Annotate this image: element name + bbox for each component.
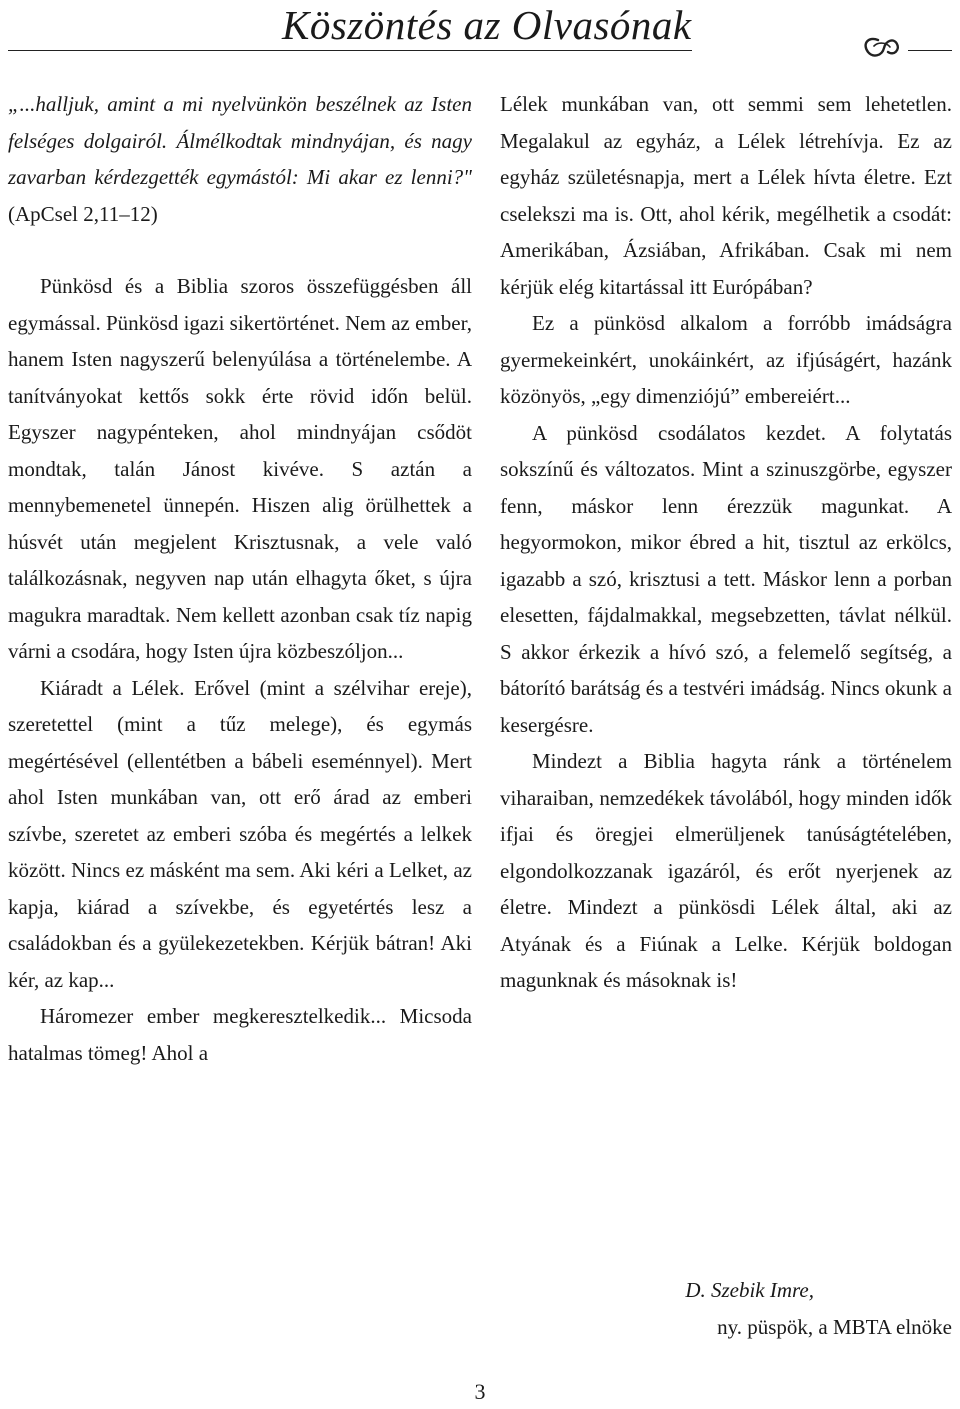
paragraph: Kiáradt a Lélek. Erővel (mint a szélvihar ereje), szeretettel (mint a tűz melege), és egymás megértésével (ellentétben a bábeli eseménnyel). Mert ahol Isten munkában van, ott erő árad az emberi szívbe, szeretet az emberi szóba és megértés a lelkek között. Nincs ez másként ma sem. Aki kéri a Lelket, az kapja, kiárad a szívekbe, és egyetértés lesz a családokban és a gyülekezetekben. Kérjük bátran! Aki kér, az kap... [8,675,472,992]
signature-block [500,1272,952,1345]
page-header [0,0,960,60]
paragraph: Ez a pünkösd alkalom a forróbb imádságra gyermekeinkért, unokáinkért, az ifjúságért, hazánk közönyös, „egy dimenziójú” embereiért... [500,311,952,408]
quote-text: „...halljuk, amint a mi nyelvünkön beszélnek az Isten felséges dolgairól. Álmélkodtak mindnyájan, és nagy zavarban kérdezgették egymástól: Mi akar ez lenni?" [8,92,472,189]
left-column [8,86,472,1071]
page-number: 3 [474,1379,486,1404]
paragraph: A pünkösd csodálatos kezdet. A folytatás sokszínű és változatos. Mint a szinuszgörbe, egyszer fenn, máskor lenn érezzük magunkat. A hegyormokon, mikor ébred a hit, tisztul az erkölcs, igazabb a szó, krisztusi a tett. Máskor lenn a porban elesetten, fájdalmakkal, megsebzetten, távlat nélkül. S akkor érkezik a hívó szó, a felemelő segítség, a bátorító barátság és a testvéri imádság. Nincs okunk a kesergésre. [500,420,952,737]
header-rule-left [8,50,692,51]
quote-reference: (ApCsel 2,11–12) [8,201,158,226]
paragraph: Háromezer ember megkeresztelkedik... Micsoda hatalmas tömeg! Ahol a [8,1004,472,1065]
scripture-quote [8,86,472,232]
page-title: Köszöntés az Olvasónak [282,2,692,48]
signature-name: D. Szebik Imre, [685,1278,814,1302]
ornament-icon [860,30,900,64]
paragraph: Pünkösd és a Biblia szoros összefüggésben áll egymással. Pünkösd igazi sikertörténet. Nem az ember, hanem Isten nagyszerű belenyúlása a történelembe. A tanítványokat kettős sokk érte rövid időn belül. Egyszer nagypénteken, ahol mindnyájan csődöt mondtak, talán Jánost kivéve. S aztán a mennybemenetel ünnepén. Hiszen alig örülhettek a húsvét után megjelent Krisztusnak, a vele való találkozásnak, negyven nap után elhagyta őket, s újra magukra maradtak. Nem kellett azonban csak tíz napig várni a csodára, hogy Isten újra közbeszóljon... [8,274,472,663]
header-rule-right [908,50,952,51]
paragraph: Lélek munkában van, ott semmi sem lehetetlen. Megalakul az egyház, a Lélek létrehívja. Ez az egyház születésnapja, mert a Lélek hívta életre. Ezt cselekszi ma is. Ott, ahol kérik, megélhetik a csodát: Amerikában, Ázsiában, Afrikában. Csak mi nem kérjük elég kitartással itt Európában? [500,92,952,299]
right-column [500,86,952,999]
paragraph: Mindezt a Biblia hagyta ránk a történelem viharaiban, nemzedékek távolából, hogy minden idők ifjai és öregjei elmerüljenek tanúságtételében, elgondolkozzanak igazáról, és erőt nyerjenek az életre. Mindezt a pünkösdi Lélek által, aki az Atyának és a Fiúnak a Lelke. Kérjük boldogan magunknak és másoknak is! [500,749,952,992]
signature-role: ny. püspök, a MBTA elnöke [717,1314,952,1339]
